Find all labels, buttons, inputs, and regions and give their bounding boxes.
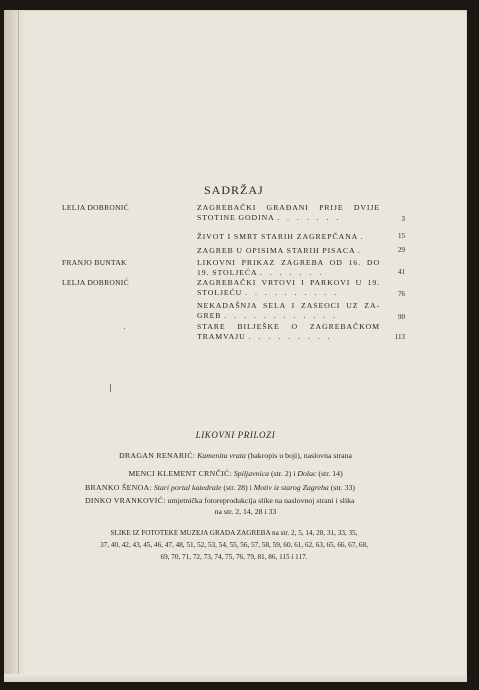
page-gutter (4, 10, 26, 682)
toc-page-2: 15 (398, 232, 405, 240)
toc-title-2 (197, 232, 380, 242)
toc-title-5-text: STOLJEĆU (197, 288, 243, 297)
toc-title-4-line-2 (197, 268, 380, 278)
toc-author-1: LELJA DOBRONIĆ (62, 203, 129, 212)
photo-archive-credits (54, 527, 414, 563)
toc-title-6-text: GREB (197, 311, 222, 320)
toc-dots-5: . . . . . . . . . . (245, 288, 340, 297)
toc-page-5: 76 (398, 290, 405, 298)
toc-page-4: 41 (398, 268, 405, 276)
photo-archive-line-3: 69, 70, 71, 72, 73, 74, 75, 76, 79, 81, 86, 115 i 117. (160, 553, 308, 561)
toc-dots-3: . (357, 246, 363, 255)
credit-senoa (85, 483, 355, 493)
credit-crncic-work-1: Spiljavnica (233, 469, 269, 478)
toc-dots-7: . . . . . . . . . (248, 332, 333, 341)
credit-renaric-rest: (bakropis u boji), naslovna strana (247, 451, 352, 460)
credit-senoa-work-1: Stari portal katedrale (153, 483, 222, 492)
photo-archive-line-2: 37, 40, 42, 43, 45, 46, 47, 48, 51, 52, 53, 54, 55, 56, 57, 58, 59, 60, 61, 62, 63, 65, 66, 67, 68, (100, 541, 368, 549)
toc-page-1: 3 (401, 215, 405, 223)
toc-dots-2: . (360, 232, 366, 241)
credit-senoa-rest: (str. 33) (330, 483, 355, 492)
toc-dots-6: . . . . . . . . . . . . (224, 311, 339, 320)
toc-title-5-line-1: ZAGREBAČKI VRTOVI I PARKOVI U 19. (197, 278, 380, 287)
credit-crncic-work-2: Dolac (297, 469, 317, 478)
toc-title-7-line-1: STARE BILJEŠKE O ZAGREBAČKOM (197, 322, 380, 331)
toc-dots-1: . . . . . . . (277, 213, 342, 222)
credit-crncic-mid: (str. 2) i (270, 469, 296, 478)
toc-title-4-text: 19. STOLJEĆA (197, 268, 258, 277)
toc-title-5-line-2 (197, 288, 380, 298)
toc-title-3 (197, 246, 380, 256)
toc-title-7-line-2 (197, 332, 380, 342)
credit-vrankovic-line-1: umjetnička fotoreprodukcija slike na naslovnoj strani i slika (167, 496, 355, 505)
credit-vrankovic-line-2: na str. 2, 14, 28 i 33 (214, 507, 277, 516)
credit-crncic-name: MENCI KLEMENT CRNČIĆ: (128, 469, 232, 478)
toc-title-7-text: TRAMVAJU (197, 332, 246, 341)
credit-crncic-rest: (str. 14) (318, 469, 343, 478)
toc-page-3: 29 (398, 246, 405, 254)
toc-title-1-text: STOTINE GODINA (197, 213, 275, 222)
toc-title-1-line-2 (197, 213, 380, 223)
credit-renaric (4, 451, 467, 461)
page-speck (110, 384, 111, 392)
contents-heading: SADRŽAJ (204, 183, 264, 197)
plates-heading: LIKOVNI PRILOZI (195, 430, 276, 440)
toc-title-3-text: ZAGREB U OPISIMA STARIH PISACA (197, 246, 356, 255)
photo-archive-line-1: SLIKE IZ FOTOTEKE MUZEJA GRADA ZAGREBA na str. 2, 5, 14, 28, 31, 33, 35, (110, 529, 358, 537)
toc-page-7: 113 (394, 333, 405, 341)
credit-crncic (4, 469, 467, 479)
credit-senoa-mid: (str. 28) i (223, 483, 252, 492)
toc-dots-4: . . . . . . . (259, 268, 325, 277)
credit-renaric-name: DRAGAN RENARIĆ: (119, 451, 196, 460)
page-bottom-edge (4, 674, 467, 682)
toc-title-2-text: ŽIVOT I SMRT STARIH ZAGREPČANA (197, 232, 358, 241)
toc-title-4-line-1: LIKOVNI PRIKAZ ZAGREBA OD 16. DO (197, 258, 380, 267)
toc-author-4: FRANJO BUNTAK (62, 258, 127, 267)
book-page (4, 10, 467, 682)
credit-senoa-work-2: Motiv iz starog Zagreba (253, 483, 329, 492)
toc-author-5: LELJA DOBRONIĆ (62, 278, 129, 287)
credit-vrankovic (85, 496, 355, 506)
toc-title-1-line-1: ZAGREBAČKI GRAĐANI PRIJE DVIJE (197, 203, 380, 212)
toc-title-6-line-1: NEKADAŠNJA SELA I ZASEOCI UZ ZA- (197, 301, 380, 310)
credit-vrankovic-name: DINKO VRANKOVIĆ: (85, 496, 166, 505)
toc-page-6: 90 (398, 313, 405, 321)
credit-renaric-work: Kamenita vrata (197, 451, 246, 460)
page-speck (124, 328, 125, 329)
page-fold-line (18, 10, 19, 682)
credit-senoa-name: BRANKO ŠENOA: (85, 483, 152, 492)
toc-title-6-line-2 (197, 311, 380, 321)
